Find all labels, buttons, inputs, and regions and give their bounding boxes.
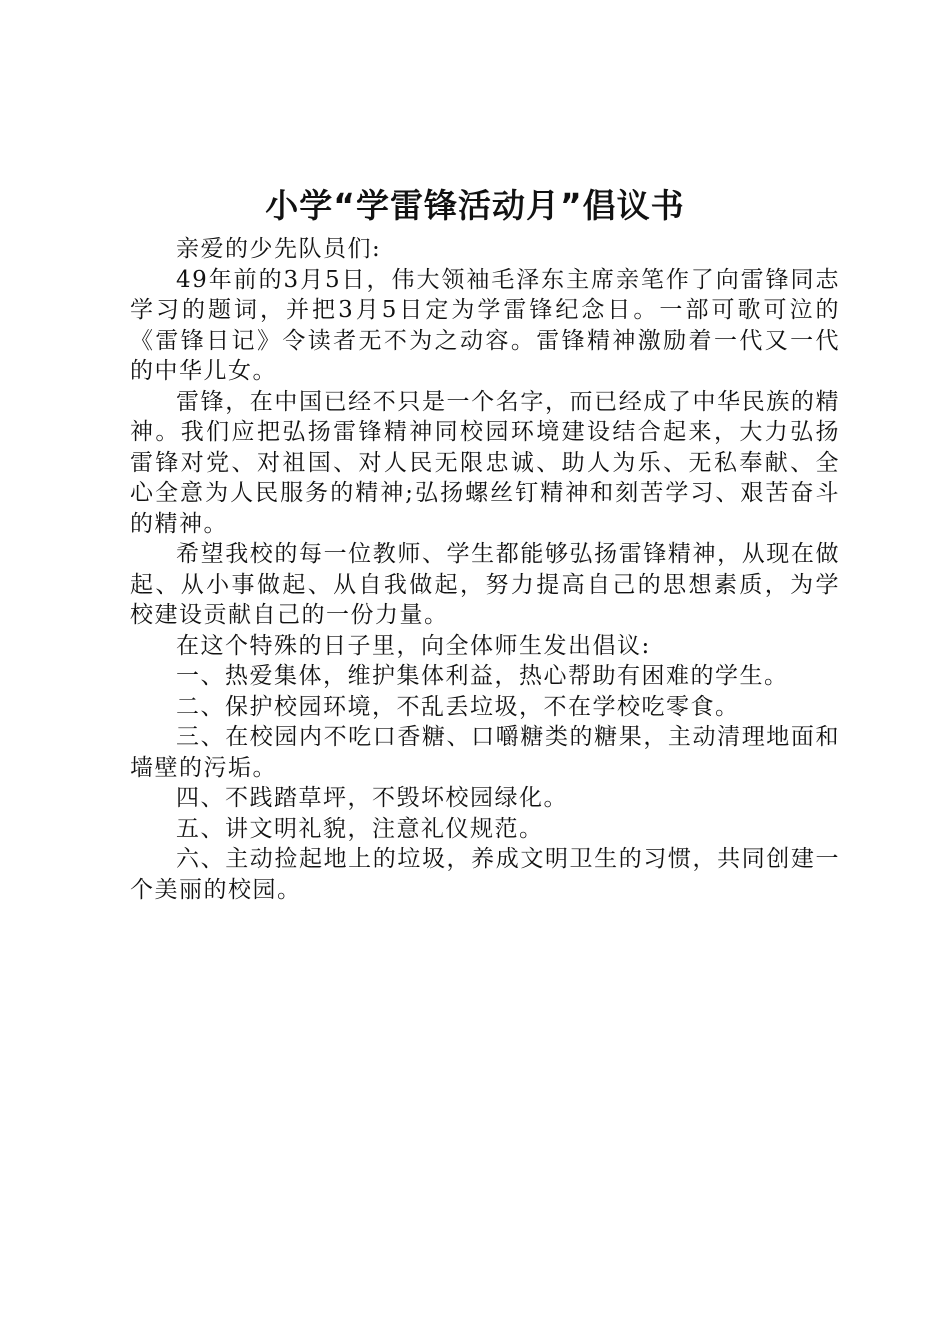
- paragraph-hope: 希望我校的每一位教师、学生都能够弘扬雷锋精神，从现在做起、从小事做起、从自我做起，努力提高自己的思想素质，为学校建设贡献自己的一份力量。: [130, 541, 840, 628]
- proposal-item-6: 六、主动捡起地上的垃圾，养成文明卫生的习惯，共同创建一个美丽的校园。: [130, 846, 840, 903]
- paragraph-proposal-intro: 在这个特殊的日子里，向全体师生发出倡议:: [176, 632, 651, 659]
- salutation: 亲爱的少先队员们:: [176, 236, 382, 262]
- proposal-item-4: 四、不践踏草坪，不毁坏校园绿化。: [176, 785, 568, 811]
- proposal-item-2: 二、保护校园环境，不乱丢垃圾，不在学校吃零食。: [176, 693, 740, 720]
- paragraph-history: 49年前的3月5日，伟大领袖毛泽东主席亲笔作了向雷锋同志学习的题词，并把3月5日定为学雷锋纪念日。一部可歌可泣的《雷锋日记》令读者无不为之动容。雷锋精神激励着一代又一代的中华儿女。: [130, 266, 840, 384]
- proposal-item-3: 三、在校园内不吃口香糖、口嚼糖类的糖果，主动清理地面和墙壁的污垢。: [130, 724, 840, 781]
- document-title: 小学“学雷锋活动月”倡议书: [265, 186, 685, 225]
- proposal-item-5: 五、讲文明礼貌，注意礼仪规范。: [176, 815, 544, 842]
- document-body: [130, 234, 840, 905]
- proposal-item-1: 一、热爱集体，维护集体利益，热心帮助有困难的学生。: [176, 663, 789, 689]
- paragraph-spirit: 雷锋，在中国已经不只是一个名字，而已经成了中华民族的精神。我们应把弘扬雷锋精神同校园环境建设结合起来，大力弘扬雷锋对党、对祖国、对人民无限忠诚、助人为乐、无私奉献、全心全意为人民服务的精神;弘扬螺丝钉精神和刻苦学习、艰苦奋斗的精神。: [130, 388, 840, 537]
